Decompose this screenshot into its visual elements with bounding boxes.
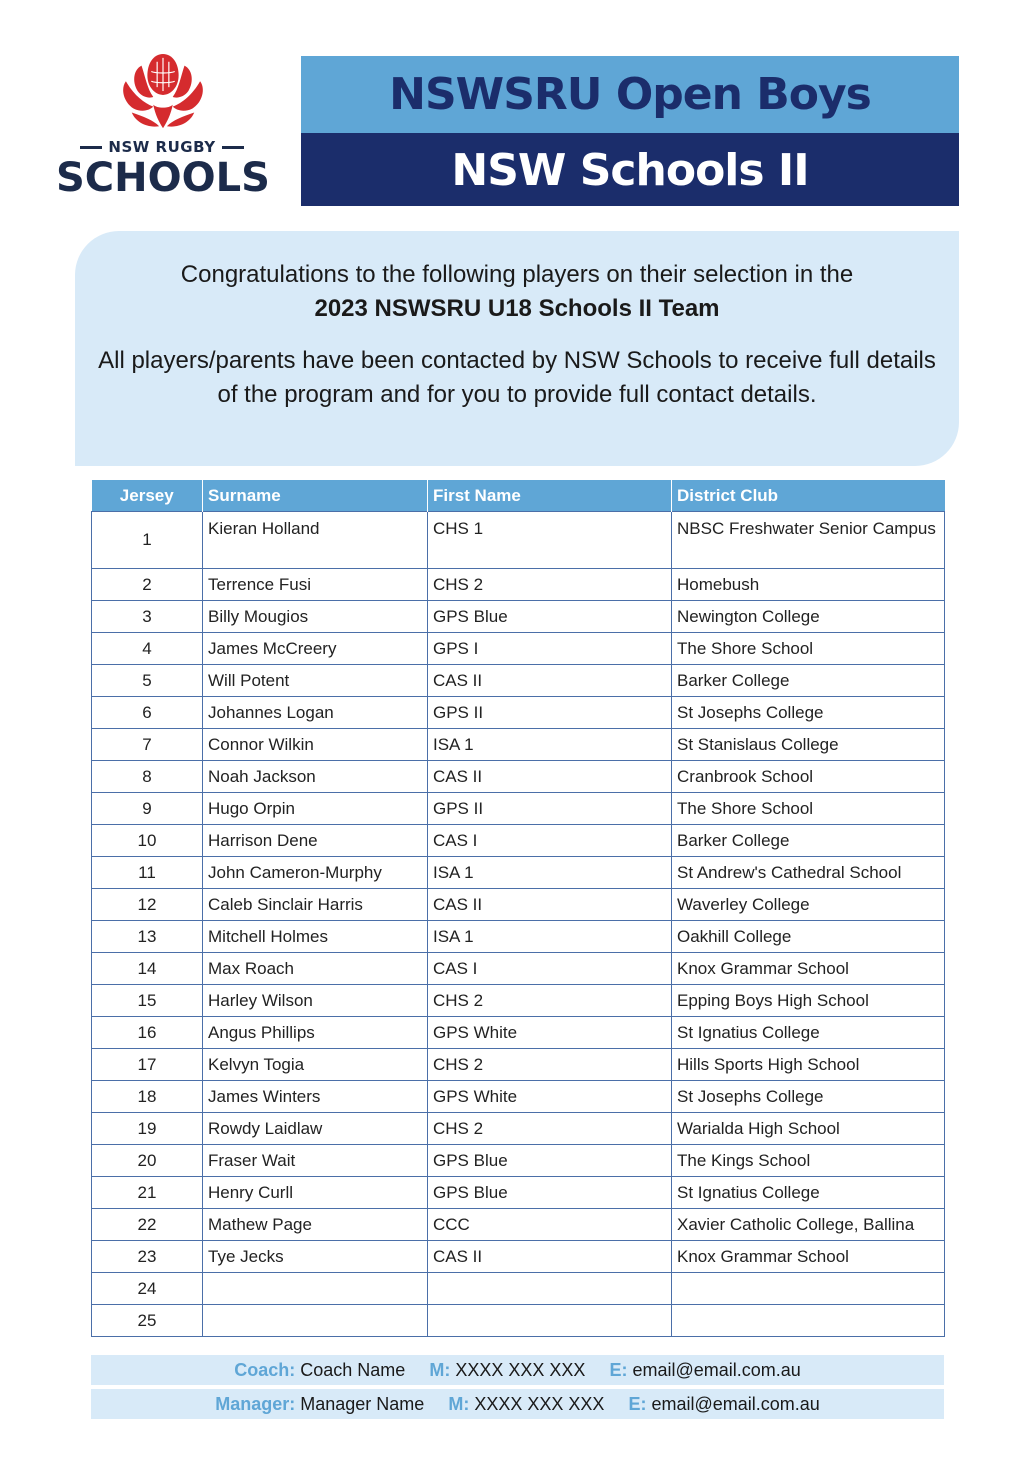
district-club-cell: Homebush [672, 569, 945, 601]
coach-email[interactable]: email@email.com.au [632, 1360, 801, 1380]
district-club-cell: St Ignatius College [672, 1177, 945, 1209]
manager-email[interactable]: email@email.com.au [651, 1394, 820, 1414]
first-name-cell: CAS II [428, 1241, 672, 1273]
district-club-cell: Cranbrook School [672, 761, 945, 793]
surname-cell: Terrence Fusi [203, 569, 428, 601]
manager-mobile: XXXX XXX XXX [474, 1394, 605, 1414]
manager-label: Manager: [215, 1394, 296, 1414]
district-club-cell: NBSC Freshwater Senior Campus [672, 512, 945, 569]
surname-cell: James Winters [203, 1081, 428, 1113]
district-club-cell: The Shore School [672, 793, 945, 825]
table-row [92, 985, 945, 1017]
surname-cell: Tye Jecks [203, 1241, 428, 1273]
surname-cell: Henry Curll [203, 1177, 428, 1209]
header-district-club: District Club [672, 480, 945, 512]
table-row [92, 1145, 945, 1177]
district-club-cell: Knox Grammar School [672, 953, 945, 985]
jersey-cell: 23 [92, 1241, 203, 1273]
district-club-cell: Newington College [672, 601, 945, 633]
jersey-cell: 18 [92, 1081, 203, 1113]
table-row [92, 1113, 945, 1145]
first-name-cell: GPS White [428, 1017, 672, 1049]
surname-cell: Mathew Page [203, 1209, 428, 1241]
jersey-cell: 5 [92, 665, 203, 697]
surname-cell: Rowdy Laidlaw [203, 1113, 428, 1145]
intro-line-1: Congratulations to the following players on their selection in the [180, 261, 854, 288]
surname-cell: Harley Wilson [203, 985, 428, 1017]
first-name-cell: GPS Blue [428, 1177, 672, 1209]
intro-panel [75, 231, 959, 466]
district-club-cell: Barker College [672, 665, 945, 697]
district-club-cell: Xavier Catholic College, Ballina [672, 1209, 945, 1241]
surname-cell: Harrison Dene [203, 825, 428, 857]
jersey-cell: 15 [92, 985, 203, 1017]
first-name-cell [428, 1273, 672, 1305]
table-header-row [92, 480, 945, 512]
nsw-rugby-schools-logo [56, 52, 268, 200]
surname-cell [203, 1273, 428, 1305]
manager-name: Manager Name [300, 1394, 425, 1414]
table-row [92, 512, 945, 569]
surname-cell: Billy Mougios [203, 601, 428, 633]
coach-email-label: E: [609, 1360, 628, 1380]
first-name-cell [428, 1305, 672, 1337]
table-row [92, 1177, 945, 1209]
first-name-cell: CHS 2 [428, 985, 672, 1017]
first-name-cell: GPS White [428, 1081, 672, 1113]
jersey-cell: 3 [92, 601, 203, 633]
table-row [92, 793, 945, 825]
district-club-cell: Hills Sports High School [672, 1049, 945, 1081]
surname-cell: Caleb Sinclair Harris [203, 889, 428, 921]
district-club-cell [672, 1305, 945, 1337]
district-club-cell: Epping Boys High School [672, 985, 945, 1017]
coach-contact [91, 1355, 944, 1385]
first-name-cell: ISA 1 [428, 729, 672, 761]
table-row [92, 601, 945, 633]
first-name-cell: GPS Blue [428, 1145, 672, 1177]
district-club-cell: St Andrew's Cathedral School [672, 857, 945, 889]
first-name-cell: CHS 2 [428, 569, 672, 601]
logo-subtitle: NSW RUGBY [56, 138, 268, 156]
table-row [92, 1017, 945, 1049]
surname-cell: Connor Wilkin [203, 729, 428, 761]
table-row [92, 1273, 945, 1305]
district-club-cell: St Stanislaus College [672, 729, 945, 761]
district-club-cell: Waverley College [672, 889, 945, 921]
jersey-cell: 16 [92, 1017, 203, 1049]
jersey-cell: 11 [92, 857, 203, 889]
district-club-cell: St Josephs College [672, 697, 945, 729]
first-name-cell: CAS I [428, 825, 672, 857]
surname-cell [203, 1305, 428, 1337]
first-name-cell: CCC [428, 1209, 672, 1241]
first-name-cell: CHS 2 [428, 1049, 672, 1081]
waratah-icon [114, 52, 212, 134]
district-club-cell: St Ignatius College [672, 1017, 945, 1049]
table-row [92, 633, 945, 665]
jersey-cell: 17 [92, 1049, 203, 1081]
manager-contact [91, 1389, 944, 1419]
jersey-cell: 6 [92, 697, 203, 729]
jersey-cell: 4 [92, 633, 203, 665]
surname-cell: John Cameron-Murphy [203, 857, 428, 889]
jersey-cell: 22 [92, 1209, 203, 1241]
table-row [92, 921, 945, 953]
surname-cell: Angus Phillips [203, 1017, 428, 1049]
table-row [92, 825, 945, 857]
coach-mobile-label: M: [429, 1360, 451, 1380]
surname-cell: Will Potent [203, 665, 428, 697]
jersey-cell: 10 [92, 825, 203, 857]
jersey-cell: 2 [92, 569, 203, 601]
district-club-cell: Barker College [672, 825, 945, 857]
table-row [92, 569, 945, 601]
district-club-cell: The Kings School [672, 1145, 945, 1177]
surname-cell: Hugo Orpin [203, 793, 428, 825]
table-row [92, 729, 945, 761]
jersey-cell: 12 [92, 889, 203, 921]
surname-cell: Fraser Wait [203, 1145, 428, 1177]
first-name-cell: CAS II [428, 665, 672, 697]
first-name-cell: CAS II [428, 889, 672, 921]
intro-team-name: 2023 NSWSRU U18 Schools II Team [314, 295, 720, 322]
coach-mobile: XXXX XXX XXX [455, 1360, 586, 1380]
first-name-cell: ISA 1 [428, 857, 672, 889]
jersey-cell: 21 [92, 1177, 203, 1209]
district-club-cell: The Shore School [672, 633, 945, 665]
first-name-cell: GPS II [428, 697, 672, 729]
banner-title: NSWSRU Open Boys [301, 56, 959, 133]
header-first-name: First Name [428, 480, 672, 512]
coach-label: Coach: [234, 1360, 296, 1380]
table-row [92, 1081, 945, 1113]
district-club-cell [672, 1273, 945, 1305]
intro-line-3: All players/parents have been contacted by NSW Schools to receive full details of the program and for you to provide full contact details. [98, 347, 936, 408]
jersey-cell: 1 [92, 512, 203, 569]
jersey-cell: 8 [92, 761, 203, 793]
jersey-cell: 25 [92, 1305, 203, 1337]
table-row [92, 1305, 945, 1337]
table-row [92, 665, 945, 697]
first-name-cell: CAS I [428, 953, 672, 985]
manager-mobile-label: M: [448, 1394, 470, 1414]
roster-table [91, 480, 945, 1337]
district-club-cell: Warialda High School [672, 1113, 945, 1145]
jersey-cell: 19 [92, 1113, 203, 1145]
table-row [92, 697, 945, 729]
first-name-cell: CHS 1 [428, 512, 672, 569]
header-surname: Surname [203, 480, 428, 512]
first-name-cell: CHS 2 [428, 1113, 672, 1145]
district-club-cell: Knox Grammar School [672, 1241, 945, 1273]
district-club-cell: Oakhill College [672, 921, 945, 953]
table-row [92, 761, 945, 793]
first-name-cell: ISA 1 [428, 921, 672, 953]
first-name-cell: GPS II [428, 793, 672, 825]
surname-cell: Noah Jackson [203, 761, 428, 793]
district-club-cell: St Josephs College [672, 1081, 945, 1113]
jersey-cell: 9 [92, 793, 203, 825]
roster-body [92, 512, 945, 1337]
surname-cell: Max Roach [203, 953, 428, 985]
first-name-cell: GPS I [428, 633, 672, 665]
header-jersey: Jersey [92, 480, 203, 512]
banner-subtitle: NSW Schools II [301, 133, 959, 206]
table-row [92, 889, 945, 921]
first-name-cell: CAS II [428, 761, 672, 793]
jersey-cell: 14 [92, 953, 203, 985]
coach-name: Coach Name [300, 1360, 406, 1380]
table-row [92, 857, 945, 889]
surname-cell: Mitchell Holmes [203, 921, 428, 953]
table-row [92, 1209, 945, 1241]
table-row [92, 1241, 945, 1273]
surname-cell: Kieran Holland [203, 512, 428, 569]
surname-cell: James McCreery [203, 633, 428, 665]
surname-cell: Kelvyn Togia [203, 1049, 428, 1081]
jersey-cell: 13 [92, 921, 203, 953]
jersey-cell: 24 [92, 1273, 203, 1305]
jersey-cell: 7 [92, 729, 203, 761]
table-row [92, 953, 945, 985]
logo-name: SCHOOLS [56, 155, 270, 201]
table-row [92, 1049, 945, 1081]
jersey-cell: 20 [92, 1145, 203, 1177]
surname-cell: Johannes Logan [203, 697, 428, 729]
first-name-cell: GPS Blue [428, 601, 672, 633]
manager-email-label: E: [628, 1394, 647, 1414]
